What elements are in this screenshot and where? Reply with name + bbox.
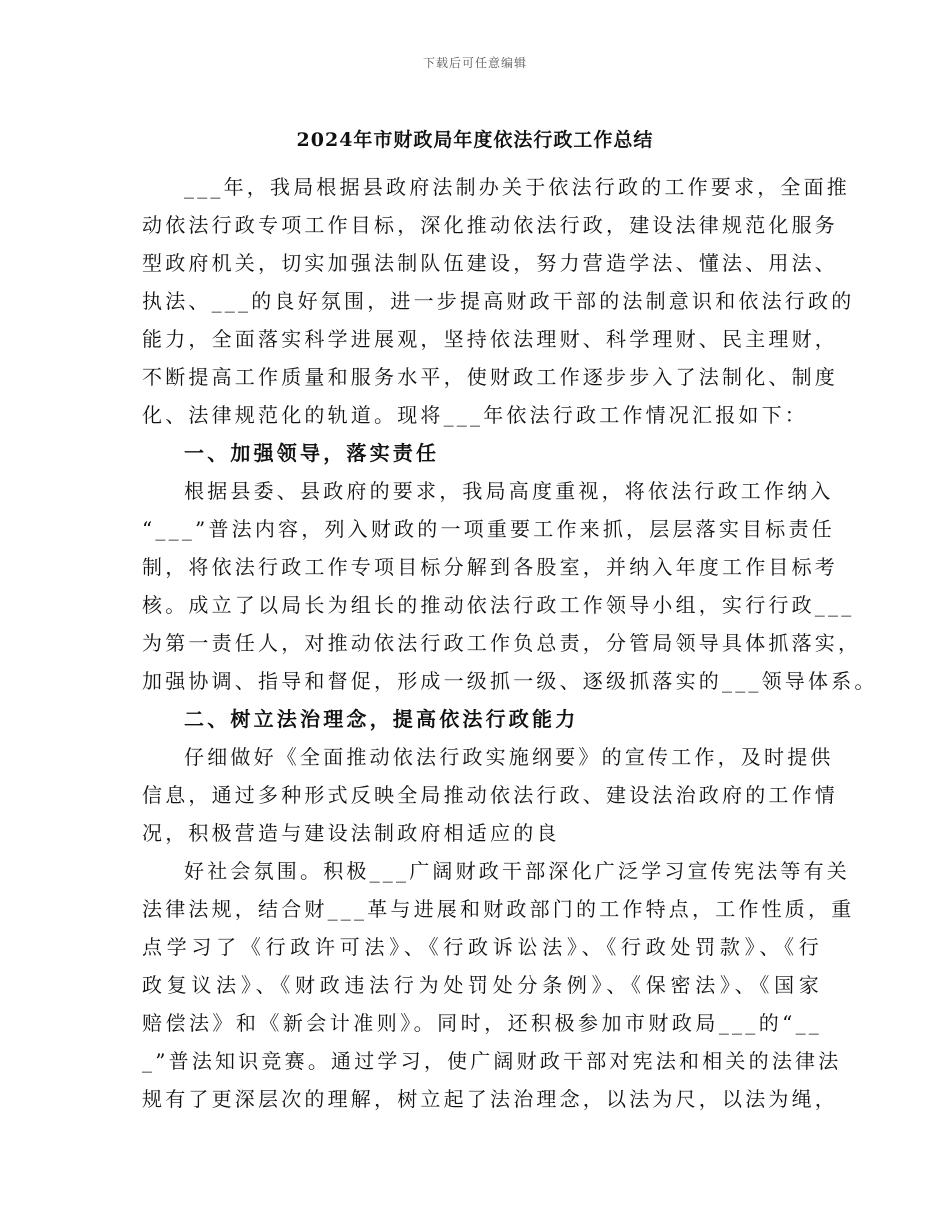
document-body [142, 168, 878, 1118]
text-line: 好社会氛围。积极___广阔财政干部深化广泛学习宣传宪法等有关 [184, 859, 850, 883]
text-line: 加强协调、指导和督促，形成一级抓一级、逐级抓落实的___领导体系。 [142, 669, 878, 693]
text-line: 制，将依法行政工作专项目标分解到各股室，并纳入年度工作目标考 [142, 555, 838, 579]
text-line: 为第一责任人，对推动依法行政工作负总责，分管局领导具体抓落实， [142, 631, 862, 655]
section-heading: 二、树立法治理念，提高依法行政能力 [184, 707, 579, 731]
text-line: 信息，通过多种形式反映全局推动依法行政、建设法治政府的工作情 [142, 783, 838, 807]
text-line: 仔细做好《全面推动依法行政实施纲要》的宣传工作，及时提供 [184, 745, 834, 769]
text-line: 化、法律规范化的轨道。现将___年依法行政工作情况汇报如下： [142, 403, 808, 427]
text-line: 型政府机关，切实加强法制队伍建设，努力营造学法、懂法、用法、 [142, 251, 838, 275]
text-line: 政复议法》、《财政违法行为处罚处分条例》、《保密法》、《国家 [142, 973, 822, 997]
text-line: 点学习了《行政许可法》、《行政诉讼法》、《行政处罚款》、《行 [142, 935, 822, 959]
text-line: _”普法知识竞赛。通过学习，使广阔财政干部对宪法和相关的法律法 [142, 1049, 842, 1073]
text-line: 法律法规，结合财___革与进展和财政部门的工作特点，工作性质，重 [142, 897, 855, 921]
document-title: 2024年市财政局年度依法行政工作总结 [296, 129, 654, 151]
text-line: 执法、___的良好氛围，进一步提高财政干部的法制意识和依法行政的 [142, 289, 855, 313]
text-line: 动依法行政专项工作目标，深化推动依法行政，建设法律规范化服务 [142, 213, 838, 237]
text-line: 赔偿法》和《新会计准则》。同时，还积极参加市财政局___的“__ [142, 1011, 822, 1035]
text-line: 不断提高工作质量和服务水平，使财政工作逐步步入了法制化、制度 [142, 365, 838, 389]
text-line: ___年，我局根据县政府法制办关于依法行政的工作要求，全面推 [184, 175, 850, 199]
text-line: “___”普法内容，列入财政的一项重要工作来抓，层层落实目标责任 [142, 517, 835, 541]
header-note: 下载后可任意编辑 [422, 56, 527, 70]
section-heading: 一、加强领导，落实责任 [184, 441, 440, 465]
text-line: 核。成立了以局长为组长的推动依法行政工作领导小组，实行行政___ [142, 593, 855, 617]
text-line: 规有了更深层次的理解，树立起了法治理念，以法为尺，以法为绳， [142, 1087, 838, 1111]
text-line: 根据县委、县政府的要求，我局高度重视，将依法行政工作纳入 [184, 479, 834, 503]
text-line: 况，积极营造与建设法制政府相适应的良 [142, 821, 560, 845]
text-line: 能力，全面落实科学进展观，坚持依法理财、科学理财、民主理财， [142, 327, 838, 351]
